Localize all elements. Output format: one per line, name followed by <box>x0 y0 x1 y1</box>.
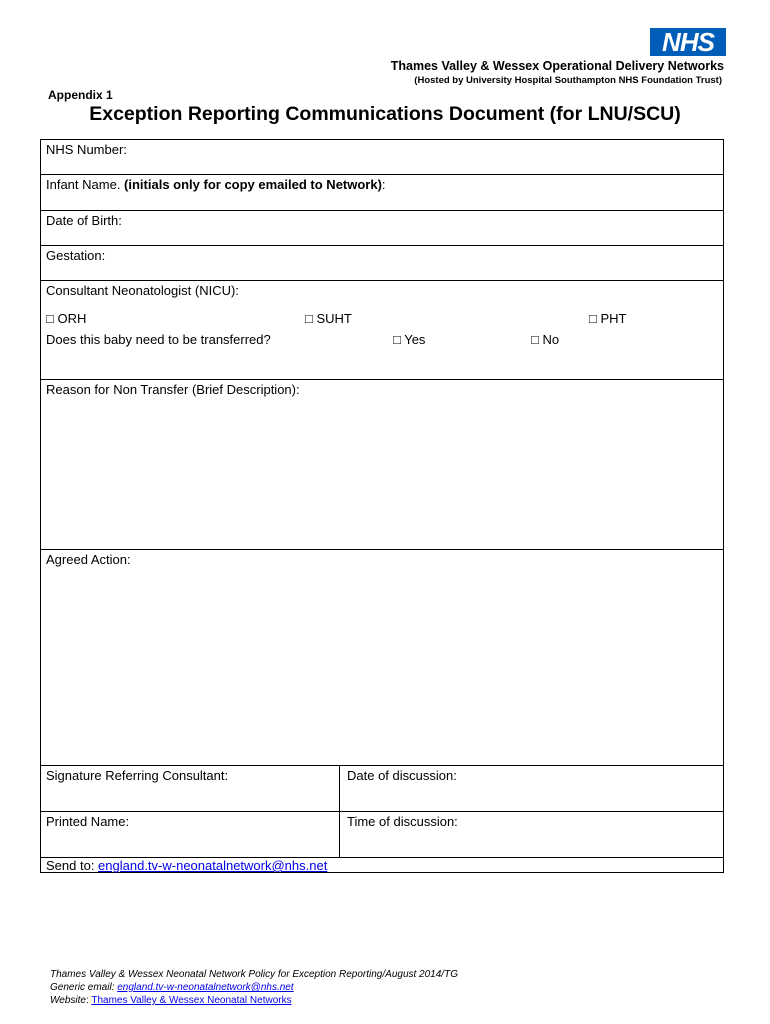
signature-row <box>41 766 723 812</box>
column-divider <box>339 766 340 811</box>
send-to-email-link[interactable]: england.tv-w-neonatalnetwork@nhs.net <box>98 858 328 873</box>
policy-line: Thames Valley & Wessex Neonatal Network Policy for Exception Reporting/August 2014/TG <box>50 969 458 980</box>
transfer-option-yes[interactable]: □ Yes <box>393 332 426 347</box>
consultant-label: Consultant Neonatologist (NICU): <box>46 283 239 298</box>
time-discussion-label: Time of discussion: <box>347 814 458 829</box>
send-to-row <box>41 858 723 874</box>
exception-report-form <box>40 139 724 873</box>
agreed-action-label: Agreed Action: <box>46 552 131 567</box>
printed-name-row <box>41 812 723 858</box>
page-title: Exception Reporting Communications Document (for LNU/SCU) <box>89 103 681 125</box>
gestation-field[interactable] <box>41 246 723 281</box>
date-discussion-label: Date of discussion: <box>347 768 457 783</box>
nhs-number-label: NHS Number: <box>46 142 127 157</box>
date-of-birth-label: Date of Birth: <box>46 213 122 228</box>
infant-name-field[interactable] <box>41 175 723 211</box>
hospital-option-orh[interactable]: □ ORH <box>46 311 87 326</box>
hospital-option-pht[interactable]: □ PHT <box>589 311 627 326</box>
page-footer <box>50 968 458 1007</box>
reason-field[interactable] <box>41 380 723 550</box>
printed-name-label: Printed Name: <box>46 814 130 829</box>
reason-label: Reason for Non Transfer (Brief Description): <box>46 382 300 397</box>
generic-email-line: Generic email: england.tv-w-neonatalnetwork@nhs.net <box>50 982 294 993</box>
website-line: Website: Thames Valley & Wessex Neonatal Networks <box>50 995 292 1006</box>
website-link[interactable]: Thames Valley & Wessex Neonatal Networks <box>91 995 292 1006</box>
send-to-label: Send to: england.tv-w-neonatalnetwork@nhs.net <box>46 858 328 873</box>
agreed-action-field[interactable] <box>41 550 723 766</box>
signature-label: Signature Referring Consultant: <box>46 768 229 783</box>
transfer-question: Does this baby need to be transferred? <box>46 332 271 347</box>
gestation-label: Gestation: <box>46 248 106 263</box>
infant-name-note: (initials only for copy emailed to Network) <box>124 177 382 192</box>
organisation-name: Thames Valley & Wessex Operational Delivery Networks <box>390 59 724 73</box>
consultant-section <box>41 281 723 380</box>
appendix-label: Appendix 1 <box>48 88 113 102</box>
column-divider <box>339 812 340 857</box>
infant-name-label: Infant Name. (initials only for copy emailed to Network): <box>46 177 386 192</box>
nhs-number-field[interactable] <box>41 140 723 175</box>
date-of-birth-field[interactable] <box>41 211 723 246</box>
footer-email-link[interactable]: england.tv-w-neonatalnetwork@nhs.net <box>117 982 294 993</box>
hospital-option-suht[interactable]: □ SUHT <box>305 311 352 326</box>
hosted-by-note: (Hosted by University Hospital Southampton NHS Foundation Trust) <box>414 75 722 86</box>
transfer-option-no[interactable]: □ No <box>531 332 560 347</box>
nhs-logo: NHS <box>650 28 726 56</box>
